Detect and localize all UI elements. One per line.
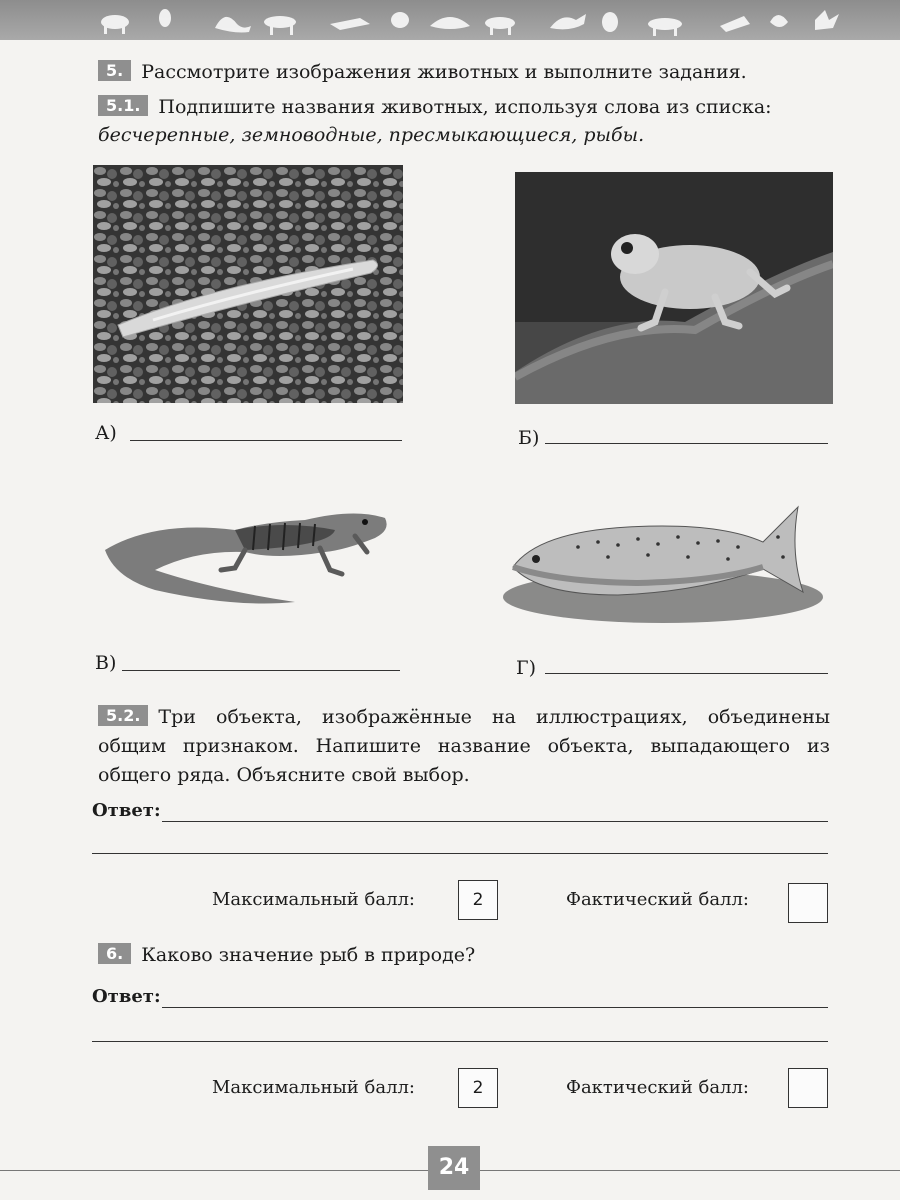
image-b-photo — [515, 172, 833, 404]
answer-line-5-2-1[interactable] — [162, 821, 828, 822]
max-score-label-6: Максимальный балл: — [212, 1077, 416, 1098]
answer-line-a[interactable] — [130, 440, 402, 441]
max-score-label-5-2: Максимальный балл: — [212, 889, 416, 910]
task-5-1-text: Подпишите названия животных, используя слова из списка: — [158, 96, 772, 118]
image-a-photo — [93, 165, 403, 403]
image-v-photo — [95, 490, 400, 615]
actual-score-box-6[interactable] — [788, 1068, 828, 1108]
frog-photo-icon — [515, 172, 833, 404]
answer-line-6-1[interactable] — [162, 1007, 828, 1008]
actual-score-label-5-2: Фактический балл: — [566, 889, 749, 910]
caption-b: Б) — [518, 427, 540, 449]
max-score-box-6: 2 — [458, 1068, 498, 1108]
answer-line-5-2-2[interactable] — [92, 853, 828, 854]
actual-score-box-5-2[interactable] — [788, 883, 828, 923]
answer-label-5-2: Ответ: — [92, 800, 161, 821]
max-score-box-5-2: 2 — [458, 880, 498, 920]
task-5-text: Рассмотрите изображения животных и выполните задания. — [141, 61, 747, 83]
caption-g: Г) — [516, 657, 536, 679]
task-5-2-text: Три объекта, изображённые на иллюстрациях, объединены общим признаком. Напишите название объекта, выпадающего из общего ряда. Объясните свой выбор. — [98, 706, 830, 786]
task-6 — [98, 941, 830, 969]
task-number-6: 6. — [98, 943, 131, 964]
caption-v: В) — [95, 652, 117, 674]
page-number: 24 — [428, 1146, 480, 1190]
answer-label-6: Ответ: — [92, 986, 161, 1007]
task-5-1 — [98, 93, 830, 149]
answer-line-v[interactable] — [122, 670, 400, 671]
image-g-photo — [498, 497, 828, 627]
task-5 — [98, 58, 830, 86]
word-list: бесчерепные, земноводные, пресмыкающиеся, рыбы. — [98, 124, 645, 146]
task-number-5-2: 5.2. — [98, 705, 148, 726]
trout-photo-icon — [498, 497, 828, 627]
task-6-text: Каково значение рыб в природе? — [141, 944, 476, 966]
task-number-5: 5. — [98, 60, 131, 81]
lancelet-photo-icon — [93, 165, 403, 403]
answer-line-6-2[interactable] — [92, 1041, 828, 1042]
caption-a: А) — [95, 422, 117, 444]
task-5-2 — [98, 703, 830, 790]
answer-line-b[interactable] — [545, 443, 828, 444]
animal-silhouettes-icon — [0, 0, 900, 40]
actual-score-label-6: Фактический балл: — [566, 1077, 749, 1098]
task-number-5-1: 5.1. — [98, 95, 148, 116]
answer-line-g[interactable] — [545, 673, 828, 674]
header-band — [0, 0, 900, 40]
lizard-photo-icon — [95, 490, 400, 615]
